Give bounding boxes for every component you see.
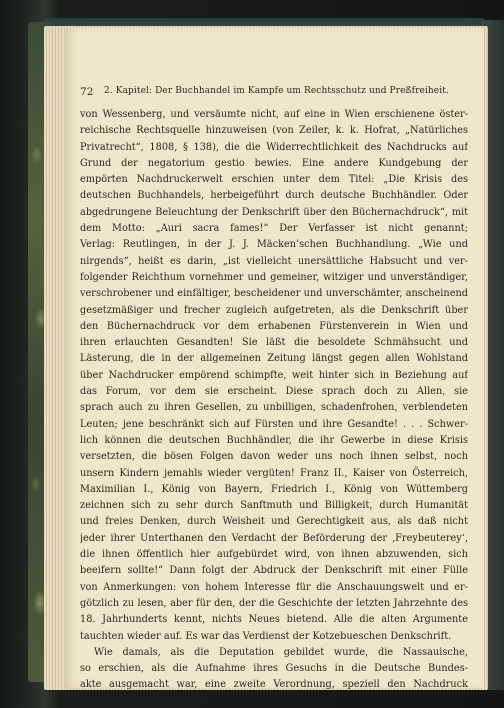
text-line: deutschen Buchhandels, herbeigeführt durch deutsche Buchhändler. Oder [80,190,468,202]
text-line: den Büchernachdruck vor dem erhabenen Fürstenverein in Wien und [80,320,468,332]
text-line: unsern Kindern jemahls wieder vergüten! Franz II., Kaiser von Österreich, [80,467,468,479]
text-line: reichische Rechtsquelle hinzuweisen (von Zeiler, k. k. Hofrat, „Natürliches [80,125,468,137]
text-line: und freies Denken, durch Weisheit und Gerechtigkeit aus, als daß nicht [80,516,468,528]
text-line: von Wessenberg, und versäumte nicht, auf eine in Wien erschienene öster- [80,109,468,120]
text-line: folgender Reichthum vornehmer und gemeiner, witziger und unverständiger, [80,271,468,283]
text-line: sprach auch zu ihren Gesellen, zu unbilligen, schadenfrohen, verblendeten [80,402,468,414]
body-text [80,107,468,694]
text-line: akte ausgemacht war, eine zweite Verordnung, speziell den Nachdruck [80,679,468,691]
text-line: Verlag: Reutlingen, in der J. J. Mäcken’schen Buchhandlung. „Wie und [80,239,468,251]
text-line: verschrobener und einfältiger, bescheidener und unverschämter, anscheinend [80,288,468,300]
running-head: 2. Kapitel: Der Buchhandel im Kampfe um Rechtsschutz und Preßfreiheit. [104,86,449,96]
text-line: Leuten; jene beschränkt sich auf Fürsten und ihre Gesandte! . . . Schwer- [80,418,468,430]
text-line: 18. Jahrhunderts kennt, nichts Neues bietend. Alle die alten Argumente [80,614,468,626]
text-line: götzlich zu lesen, aber für den, der die Geschichte der letzten Jahrzehnte des [80,597,468,609]
text-line: Privatrecht“, 1808, § 138), die die Widerrechtlichkeit des Nachdrucks auf [80,141,468,153]
text-line: dem Motto: „Auri sacra fames!“ Der Verfasser ist nicht genannt; [80,223,468,235]
text-line: ihren erlauchten Gesandten! Sie läßt die besoldete Schmähsucht und [80,337,468,349]
text-line: so erschien, als die Aufnahme ihres Gesuchs in die Deutsche Bundes- [80,663,468,675]
text-line: Wie damals, als die Deputation gebildet wurde, die Nassauische, [94,646,468,658]
text-line: das Forum, vor dem sie erscheint. Diese sprach doch zu Allen, sie [80,386,468,398]
text-line: Grund der negatorium gestio bewies. Eine andere Kundgebung der [80,157,468,169]
text-line: abgedrungene Beleuchtung der Denkschrift über den Büchernachdruck“, mit [80,206,468,218]
text-line: jeder ihrer Unterthanen den Verdacht der Beförderung der ‚Freybeuterey‘, [80,532,468,544]
text-line: Maximilian I., König von Bayern, Friedrich I., König von Wüttemberg [80,483,468,495]
text-line: nirgends“, heißt es darin, „ist vielleicht unersättliche Habsucht und ver- [80,255,468,267]
text-line: beeifern sollte!“ Dann folgt der Abdruck der Denkschrift mit einer Fülle [80,565,468,577]
text-line: empörten Nachdruckerwelt erschien unter dem Titel: „Die Krisis des [80,174,468,186]
text-line: lich können die deutschen Buchhändler, die ihr Gewerbe in diese Krisis [80,434,468,446]
text-line: gesetzmäßiger und frecher zugleich aufgetreten, als die Denkschrift über [80,304,468,316]
text-line: Lästerung, die in der allgemeinen Zeitung längst gegen allen Wohlstand [80,353,468,365]
text-line: tauchten wieder auf. Es war das Verdienst der Kotzebueschen Denkschrift. [80,630,452,642]
text-line: die ihnen öffentlich hier aufgebürdet wird, von ihnen abzuwenden, sich [80,549,468,561]
text-line: versetzten, die bösen Folgen davon weder uns noch ihnen selbst, noch [80,451,468,463]
text-line: über Nachdrucker empörend schimpfte, weit hinter sich in Beziehung auf [80,369,468,381]
page-number: 72 [80,86,94,98]
page-header [80,86,466,102]
text-line: von Anmerkungen: von hohem Interesse für die Anschauungswelt und er- [80,581,468,593]
text-line: zeichnen sich zu sehr durch Sanftmuth und Billigkeit, durch Humanität [80,500,468,512]
